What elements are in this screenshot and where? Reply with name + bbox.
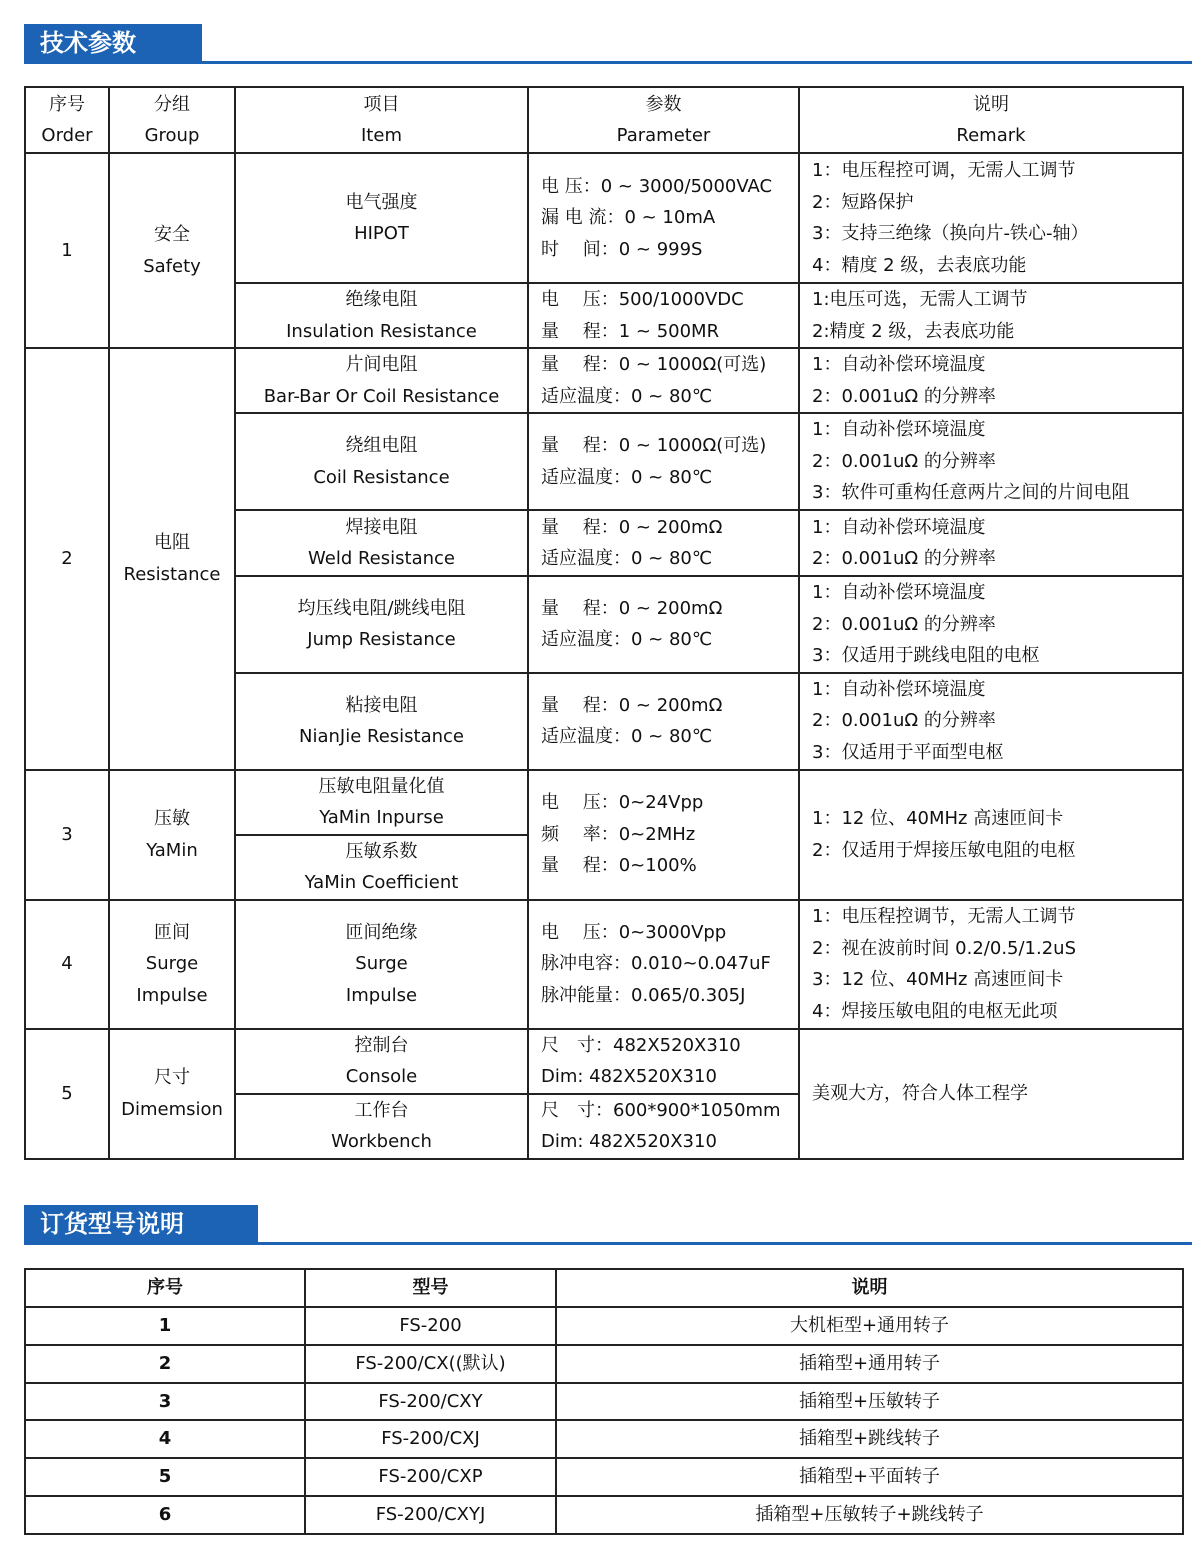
order-no-cell: 4 bbox=[25, 1420, 305, 1458]
parameter-cell: 尺 寸：600*900*1050mm Dim: 482X520X310 bbox=[528, 1094, 799, 1159]
model-cell: FS-200/CXY bbox=[305, 1383, 556, 1421]
desc-cell: 插箱型+压敏转子 bbox=[556, 1383, 1183, 1421]
parameter-cell: 量 程：0 ~ 200mΩ 适应温度：0 ~ 80℃ bbox=[528, 576, 799, 673]
table-row bbox=[25, 1458, 1183, 1496]
group-cell: 匝间 Surge Impulse bbox=[109, 900, 235, 1029]
remark-cell: 1：自动补偿环境温度 2：0.001uΩ 的分辨率 3：软件可重构任意两片之间的片间电阻 bbox=[799, 413, 1183, 510]
parameter-cell: 电 压：0~3000Vpp 脉冲电容：0.010~0.047uF 脉冲能量：0.065/0.305J bbox=[528, 900, 799, 1029]
desc-cell: 插箱型+通用转子 bbox=[556, 1345, 1183, 1383]
remark-cell: 1：电压程控可调，无需人工调节 2：短路保护 3：支持三绝缘（换向片-铁心-轴） 4：精度 2 级，去表底功能 bbox=[799, 153, 1183, 283]
item-cell: 均压线电阻/跳线电阻 Jump Resistance bbox=[235, 576, 528, 673]
item-cell: 绕组电阻 Coil Resistance bbox=[235, 413, 528, 510]
header-order: 序号 Order bbox=[25, 87, 109, 153]
ordering-rule bbox=[24, 1242, 1192, 1245]
parameter-cell: 电 压：0~24Vpp 频 率：0~2MHz 量 程：0~100% bbox=[528, 770, 799, 900]
item-cell: 控制台 Console bbox=[235, 1029, 528, 1094]
table-row bbox=[25, 1496, 1183, 1534]
desc-cell: 大机柜型+通用转子 bbox=[556, 1307, 1183, 1345]
desc-cell: 插箱型+压敏转子+跳线转子 bbox=[556, 1496, 1183, 1534]
remark-cell: 1：自动补偿环境温度 2：0.001uΩ 的分辨率 3：仅适用于跳线电阻的电枢 bbox=[799, 576, 1183, 673]
order-no-cell: 2 bbox=[25, 1345, 305, 1383]
parameter-cell: 量 程：0 ~ 200mΩ 适应温度：0 ~ 80℃ bbox=[528, 673, 799, 770]
model-cell: FS-200/CXJ bbox=[305, 1420, 556, 1458]
order-no-cell: 5 bbox=[25, 1458, 305, 1496]
item-cell: 焊接电阻 Weld Resistance bbox=[235, 510, 528, 576]
tech-params-table bbox=[24, 86, 1184, 1160]
model-cell: FS-200/CXP bbox=[305, 1458, 556, 1496]
header-item: 项目 Item bbox=[235, 87, 528, 153]
table-row bbox=[25, 153, 1183, 283]
table-row bbox=[25, 348, 1183, 413]
item-cell: 压敏电阻量化值 YaMin Inpurse bbox=[235, 770, 528, 835]
parameter-cell: 尺 寸：482X520X310 Dim: 482X520X310 bbox=[528, 1029, 799, 1094]
remark-cell: 美观大方，符合人体工程学 bbox=[799, 1029, 1183, 1159]
group-cell: 尺寸 Dimemsion bbox=[109, 1029, 235, 1159]
table-row bbox=[25, 1420, 1183, 1458]
model-cell: FS-200 bbox=[305, 1307, 556, 1345]
parameter-cell: 量 程：0 ~ 200mΩ 适应温度：0 ~ 80℃ bbox=[528, 510, 799, 576]
parameter-cell: 电 压：500/1000VDC 量 程：1 ~ 500MR bbox=[528, 283, 799, 348]
order-cell: 4 bbox=[25, 900, 109, 1029]
remark-cell: 1：自动补偿环境温度 2：0.001uΩ 的分辨率 3：仅适用于平面型电枢 bbox=[799, 673, 1183, 770]
model-cell: FS-200/CX((默认) bbox=[305, 1345, 556, 1383]
desc-cell: 插箱型+平面转子 bbox=[556, 1458, 1183, 1496]
table-row bbox=[25, 900, 1183, 1029]
parameter-cell: 电 压：0 ~ 3000/5000VAC 漏 电 流：0 ~ 10mA 时 间：0 ~ 999S bbox=[528, 153, 799, 283]
item-cell: 绝缘电阻 Insulation Resistance bbox=[235, 283, 528, 348]
item-cell: 匝间绝缘 Surge Impulse bbox=[235, 900, 528, 1029]
order-no-cell: 6 bbox=[25, 1496, 305, 1534]
header-group: 分组 Group bbox=[109, 87, 235, 153]
remark-cell: 1:电压可选，无需人工调节 2:精度 2 级，去表底功能 bbox=[799, 283, 1183, 348]
header-model: 型号 bbox=[305, 1269, 556, 1307]
group-cell: 压敏 YaMin bbox=[109, 770, 235, 900]
parameter-cell: 量 程：0 ~ 1000Ω(可选) 适应温度：0 ~ 80℃ bbox=[528, 348, 799, 413]
table-row bbox=[25, 1029, 1183, 1094]
model-cell: FS-200/CXYJ bbox=[305, 1496, 556, 1534]
order-cell: 3 bbox=[25, 770, 109, 900]
group-cell: 电阻 Resistance bbox=[109, 348, 235, 770]
item-cell: 粘接电阻 NianJie Resistance bbox=[235, 673, 528, 770]
table-header-row bbox=[25, 87, 1183, 153]
ordering-title: 订货型号说明 bbox=[24, 1205, 258, 1243]
header-remark: 说明 Remark bbox=[799, 87, 1183, 153]
item-cell: 压敏系数 YaMin Coefficient bbox=[235, 835, 528, 900]
table-row bbox=[25, 1307, 1183, 1345]
table-row bbox=[25, 770, 1183, 835]
remark-cell: 1：电压程控调节，无需人工调节 2：视在波前时间 0.2/0.5/1.2uS 3：12 位、40MHz 高速匝间卡 4：焊接压敏电阻的电枢无此项 bbox=[799, 900, 1183, 1029]
order-no-cell: 3 bbox=[25, 1383, 305, 1421]
group-cell: 安全 Safety bbox=[109, 153, 235, 348]
item-cell: 片间电阻 Bar-Bar Or Coil Resistance bbox=[235, 348, 528, 413]
table-row bbox=[25, 1345, 1183, 1383]
header-parameter: 参数 Parameter bbox=[528, 87, 799, 153]
remark-cell: 1：12 位、40MHz 高速匝间卡 2：仅适用于焊接压敏电阻的电枢 bbox=[799, 770, 1183, 900]
order-cell: 2 bbox=[25, 348, 109, 770]
header-desc: 说明 bbox=[556, 1269, 1183, 1307]
ordering-table bbox=[24, 1268, 1184, 1535]
order-cell: 1 bbox=[25, 153, 109, 348]
header-no: 序号 bbox=[25, 1269, 305, 1307]
table-row bbox=[25, 1383, 1183, 1421]
remark-cell: 1：自动补偿环境温度 2：0.001uΩ 的分辨率 bbox=[799, 510, 1183, 576]
remark-cell: 1：自动补偿环境温度 2：0.001uΩ 的分辨率 bbox=[799, 348, 1183, 413]
tech-params-title: 技术参数 bbox=[24, 24, 202, 62]
order-no-cell: 1 bbox=[25, 1307, 305, 1345]
item-cell: 工作台 Workbench bbox=[235, 1094, 528, 1159]
table-header-row bbox=[25, 1269, 1183, 1307]
parameter-cell: 量 程：0 ~ 1000Ω(可选) 适应温度：0 ~ 80℃ bbox=[528, 413, 799, 510]
item-cell: 电气强度 HIPOT bbox=[235, 153, 528, 283]
order-cell: 5 bbox=[25, 1029, 109, 1159]
tech-params-rule bbox=[24, 61, 1192, 64]
desc-cell: 插箱型+跳线转子 bbox=[556, 1420, 1183, 1458]
